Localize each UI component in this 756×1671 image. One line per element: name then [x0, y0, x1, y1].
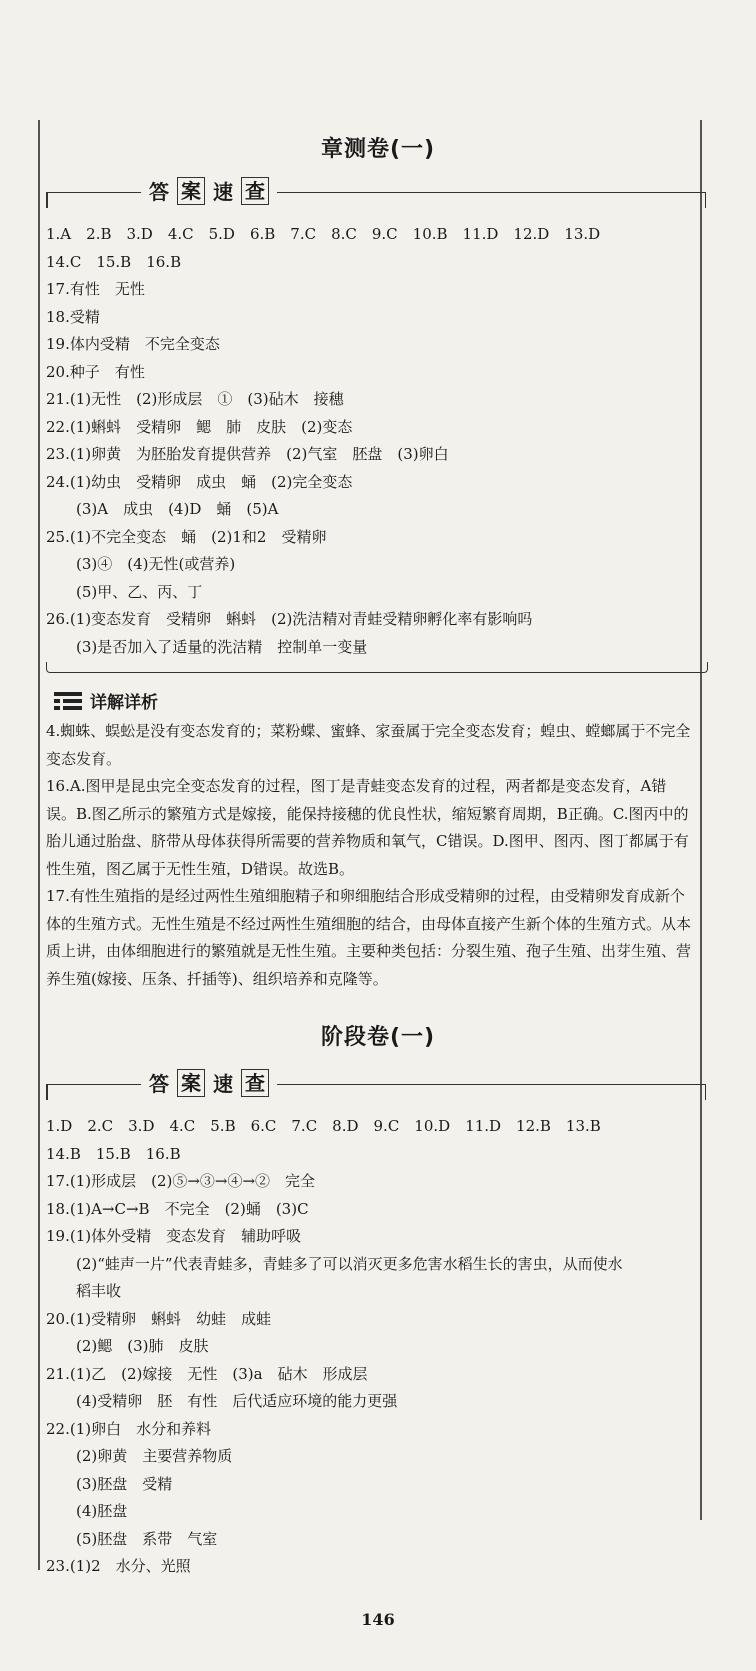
answer-row: (4)胚盘 — [76, 1502, 128, 1520]
header-char: 速 — [213, 180, 233, 204]
answer-row: 24.(1)幼虫 受精卵 成虫 蛹 (2)完全变态 — [46, 472, 353, 491]
answer-row: (4)受精卵 胚 有性 后代适应环境的能力更强 — [76, 1392, 398, 1410]
answer-row: 稻丰收 — [76, 1282, 122, 1300]
list-icon — [54, 692, 82, 710]
answer-row: 1.D 2.C 3.D 4.C 5.B 6.C 7.C 8.D 9.C 10.D 11.D 12.B 13.B — [46, 1117, 601, 1135]
answer-row: 20.(1)受精卵 蝌蚪 幼蛙 成蛙 — [46, 1309, 272, 1328]
answer-row: 21.(1)乙 (2)嫁接 无性 (3)a 砧木 形成层 — [46, 1364, 368, 1383]
answer-row: 14.B 15.B 16.B — [46, 1144, 181, 1163]
answer-row: 1.A 2.B 3.D 4.C 5.D 6.B 7.C 8.C 9.C 10.B 11.D 12.D 13.D — [46, 225, 601, 243]
detail-body — [46, 718, 691, 993]
stage-test-title: 阶段卷(一) — [320, 1025, 436, 1050]
chapter-answers — [46, 221, 706, 661]
answer-row: 23.(1)2 水分、光照 — [46, 1557, 191, 1575]
page-number: 146 — [361, 1610, 395, 1629]
answer-row: (5)胚盘 系带 气室 — [76, 1529, 218, 1548]
answer-row: 17.(1)形成层 (2)⑤→③→④→② 完全 — [46, 1172, 316, 1190]
answer-row: 26.(1)变态发育 受精卵 蝌蚪 (2)洗洁精对青蛙受精卵孵化率有影响吗 — [46, 610, 533, 628]
header-char-boxed: 案 — [177, 1069, 205, 1097]
header-char: 答 — [149, 1072, 169, 1096]
detail-paragraph: 4.蜘蛛、蜈蚣是没有变态发育的；菜粉蝶、蜜蜂、家蚕属于完全变态发育；蝗虫、螳螂属于不完全变态发育。 — [46, 722, 691, 768]
detail-header — [54, 688, 158, 713]
header-char-boxed: 查 — [241, 1069, 269, 1097]
answer-box-bottom — [46, 662, 708, 673]
chapter-test-title: 章测卷(一) — [320, 137, 436, 162]
answer-row: (3)A 成虫 (4)D 蛹 (5)A — [76, 500, 279, 518]
answer-row: 21.(1)无性 (2)形成层 ① (3)砧木 接穗 — [46, 390, 344, 408]
answer-row: 22.(1)蝌蚪 受精卵 鳃 肺 皮肤 (2)变态 — [46, 417, 353, 436]
answer-quick-check-header — [46, 1066, 706, 1100]
answer-row: 19.(1)体外受精 变态发育 辅助呼吸 — [46, 1227, 302, 1245]
header-char: 答 — [149, 180, 169, 204]
answer-row: 22.(1)卵白 水分和养料 — [46, 1419, 212, 1438]
answer-row: (2)鳃 (3)肺 皮肤 — [76, 1337, 209, 1355]
answer-row: (3)胚盘 受精 — [76, 1474, 173, 1493]
answer-row: (2)卵黄 主要营养物质 — [76, 1447, 233, 1465]
header-char-boxed: 案 — [177, 177, 205, 205]
answer-row: 25.(1)不完全变态 蛹 (2)1和2 受精卵 — [46, 527, 327, 546]
answer-row: 20.种子 有性 — [46, 362, 145, 381]
answer-row: 19.体内受精 不完全变态 — [46, 335, 220, 353]
answer-row: 14.C 15.B 16.B — [46, 252, 182, 271]
answer-row: 17.有性 无性 — [46, 280, 145, 298]
answer-row: 23.(1)卵黄 为胚胎发育提供营养 (2)气室 胚盘 (3)卵白 — [46, 445, 449, 463]
answer-row: 18.(1)A→C→B 不完全 (2)蛹 (3)C — [46, 1199, 309, 1218]
answer-row: (3)是否加入了适量的洗洁精 控制单一变量 — [76, 637, 368, 656]
stage-answers — [46, 1113, 706, 1581]
answer-row: (5)甲、乙、丙、丁 — [76, 582, 203, 601]
header-char: 速 — [213, 1072, 233, 1096]
answer-row: (2)“蛙声一片”代表青蛙多，青蛙多了可以消灭更多危害水稻生长的害虫，从而使水 — [76, 1254, 623, 1273]
detail-title: 详解详析 — [90, 693, 158, 713]
detail-paragraph: 16.A.图甲是昆虫完全变态发育的过程，图丁是青蛙变态发育的过程，两者都是变态发育，A错误。B.图乙所示的繁殖方式是嫁接，能保持接穗的优良性状，缩短繁育周期，B正确。C.图丙中的胎儿通过胎盘、脐带从母体获得所需要的营养物质和氧气，C错误。D.图甲、图丙、图丁都属于有性生殖，图乙属于无性生殖，D错误。故选B。 — [46, 777, 689, 878]
detail-paragraph: 17.有性生殖指的是经过两性生殖细胞精子和卵细胞结合形成受精卵的过程，由受精卵发育成新个体的生殖方式。无性生殖是不经过两性生殖细胞的结合，由母体直接产生新个体的生殖方式。从本质上讲，由体细胞进行的繁殖就是无性生殖。主要种类包括：分裂生殖、孢子生殖、出芽生殖、营养生殖(嫁接、压条、扦插等)、组织培养和克隆等。 — [46, 887, 692, 988]
answer-row: (3)④ (4)无性(或营养) — [76, 555, 236, 573]
answer-row: 18.受精 — [46, 307, 100, 326]
header-char-boxed: 查 — [241, 177, 269, 205]
left-border — [38, 120, 40, 1570]
answer-quick-check-header — [46, 174, 706, 208]
